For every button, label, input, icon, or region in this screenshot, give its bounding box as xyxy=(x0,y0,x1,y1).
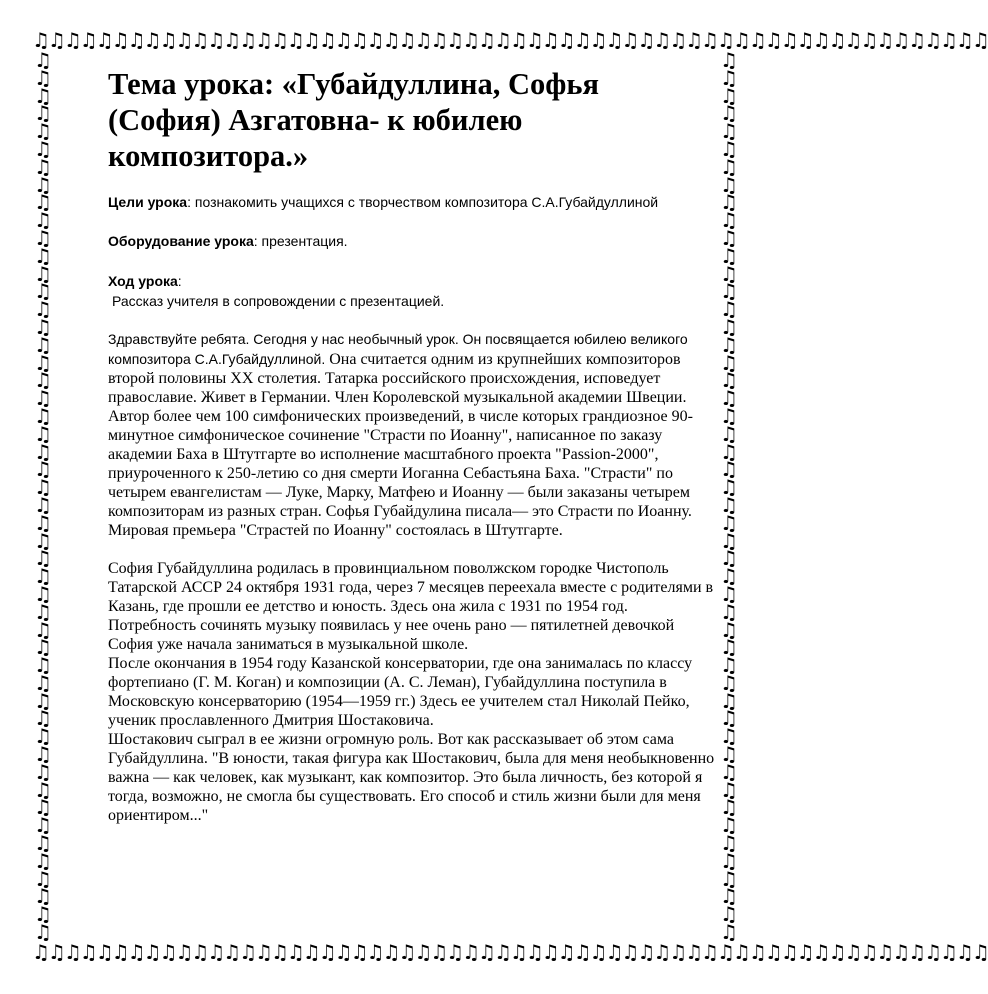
border-note-icon: ♫ xyxy=(34,475,52,500)
border-note-icon: ♫ xyxy=(34,510,52,535)
equipment-label: Оборудование урока xyxy=(108,233,254,249)
page-title: Тема урока: «Губайдуллина, Софья (София) Азгатовна- к юбилею композитора.» xyxy=(108,67,599,173)
goals-text: : познакомить учащихся с творчеством композитора С.А.Губайдуллиной xyxy=(187,194,659,210)
border-note-icon: ♫ xyxy=(34,688,52,713)
border-note-icon: ♫ xyxy=(720,492,738,517)
border-note-icon: ♫ xyxy=(34,635,52,660)
border-note-icon: ♫ xyxy=(34,724,52,749)
border-note-icon: ♫ xyxy=(720,101,738,126)
lesson-equipment xyxy=(108,231,718,251)
border-note-icon: ♫ xyxy=(720,510,738,535)
progress-suffix: : xyxy=(177,273,182,289)
border-top: ♫♫♫♫♫♫♫♫♫♫♫♫♫♫♫♫♫♫♫♫♫♫♫♫♫♫♫♫♫♫♫♫♫♫♫♫♫♫♫♫♫♫♫♫♫♫♫♫♫♫♫♫♫♫♫♫♫♫♫♫ xyxy=(32,28,988,52)
border-bottom: ♫♫♫♫♫♫♫♫♫♫♫♫♫♫♫♫♫♫♫♫♫♫♫♫♫♫♫♫♫♫♫♫♫♫♫♫♫♫♫♫♫♫♫♫♫♫♫♫♫♫♫♫♫♫♫♫♫♫♫♫ xyxy=(32,940,988,964)
border-note-icon: ♫ xyxy=(720,813,738,838)
border-note-icon: ♫ xyxy=(34,225,52,250)
border-note-icon: ♫ xyxy=(34,777,52,802)
border-note-icon: ♫ xyxy=(34,653,52,678)
border-note-icon: ♫ xyxy=(720,261,738,286)
border-note-icon: ♫ xyxy=(34,243,52,268)
border-note-icon: ♫ xyxy=(34,208,52,233)
progress-label: Ход урока xyxy=(108,273,178,289)
border-note-icon: ♫ xyxy=(720,759,738,784)
border-note-icon: ♫ xyxy=(34,902,52,927)
border-note-icon: ♫ xyxy=(34,297,52,322)
lesson-document xyxy=(108,66,718,825)
border-note-icon: ♫ xyxy=(720,83,738,108)
border-note-icon: ♫ xyxy=(720,457,738,482)
border-note-icon: ♫ xyxy=(720,724,738,749)
border-note-icon: ♫ xyxy=(34,314,52,339)
border-note-icon: ♫ xyxy=(720,243,738,268)
border-note-icon: ♫ xyxy=(34,83,52,108)
border-note-icon: ♫ xyxy=(720,742,738,767)
border-note-icon: ♫ xyxy=(720,688,738,713)
border-note-icon: ♫ xyxy=(720,332,738,357)
border-note-icon: ♫ xyxy=(34,154,52,179)
border-note-icon: ♫ xyxy=(720,528,738,553)
border-note-icon: ♫ xyxy=(34,172,52,197)
border-note-icon: ♫ xyxy=(720,884,738,909)
border-note-icon: ♫ xyxy=(720,617,738,642)
border-note-icon: ♫ xyxy=(34,848,52,873)
border-note-icon: ♫ xyxy=(34,332,52,357)
border-note-icon: ♫ xyxy=(34,795,52,820)
border-note-icon: ♫ xyxy=(34,617,52,642)
biography-paragraph-1: София Губайдуллина родилась в провинциальном поволжском городке Чистополь Татарской АССР 24 октября 1931 года, через 7 месяцев переехала вместе с родителями в Казань, где прошли ее детство и юность. Здесь она жила с 1931 по 1954 год. Потребность сочинять музыку появилась у нее очень рано — пятилетней девочкой София уже начала заниматься в музыкальной школе. xyxy=(108,560,714,653)
border-note-icon: ♫ xyxy=(720,136,738,161)
border-right xyxy=(718,48,740,945)
biography-paragraph-3: Шостакович сыграл в ее жизни огромную роль. Вот как рассказывает об этом сама Губайдуллина. "В юности, такая фигура как Шостакович, была для меня необыкновенно важна — как человек, как музыкант, как композитор. Это была личность, без которой я тогда, возможно, не смогла бы существовать. Его способ и стиль жизни были для меня ориентиром..." xyxy=(108,731,715,824)
lesson-goals xyxy=(108,192,718,212)
border-note-icon: ♫ xyxy=(720,172,738,197)
border-note-icon: ♫ xyxy=(720,848,738,873)
border-note-icon: ♫ xyxy=(34,65,52,90)
equipment-text: : презентация. xyxy=(253,233,348,249)
biography-paragraph-2: После окончания в 1954 году Казанской консерватории, где она занималась по классу фортепиано (Г. М. Коган) и композиции (А. С. Леман), Губайдуллина поступила в Московскую консерваторию (1954—1959 гг.) Здесь ее учителем стал Николай Пейко, ученик прославленного Дмитрия Шостаковича. xyxy=(108,655,693,729)
border-note-icon: ♫ xyxy=(34,403,52,428)
border-note-icon: ♫ xyxy=(720,386,738,411)
border-note-icon: ♫ xyxy=(720,564,738,589)
border-note-icon: ♫ xyxy=(720,314,738,339)
border-note-icon: ♫ xyxy=(34,599,52,624)
border-note-icon: ♫ xyxy=(720,368,738,393)
border-note-icon: ♫ xyxy=(720,866,738,891)
border-note-icon: ♫ xyxy=(34,439,52,464)
border-note-icon: ♫ xyxy=(720,475,738,500)
intro-body: Она считается одним из крупнейших композиторов второй половины XX столетия. Татарка российского происхождения, исповедует православие. Живет в Германии. Член Королевской музыкальной академии Швеции. Автор более чем 100 симфонических произведений, в числе которых грандиозное 90-минутное симфоническое сочинение "Страсти по Иоанну", написанное по заказу академии Баха в Штутгарте во исполнение масштабного проекта "Passion-2000", приуроченного к 250-летию со дня смерти Иоганна Себастьяна Баха. "Страсти" по четырем евангелистам — Луке, Марку, Матфею и Иоанну — были заказаны четырем композиторам из разных стран. Софья Губайдулина писала— это Страсти по Иоанну. Мировая премьера "Страстей по Иоанну" состоялась в Штутгарте. xyxy=(108,351,693,539)
border-note-icon: ♫ xyxy=(720,920,738,945)
border-note-icon: ♫ xyxy=(720,421,738,446)
border-note-icon: ♫ xyxy=(720,190,738,215)
border-note-icon: ♫ xyxy=(720,297,738,322)
intro-paragraph xyxy=(108,329,718,540)
border-note-icon: ♫ xyxy=(34,457,52,482)
border-note-icon: ♫ xyxy=(34,528,52,553)
border-note-icon: ♫ xyxy=(34,564,52,589)
intro-greeting: Здравствуйте ребята. Сегодня у нас необычный урок. Он посвящается юбилею великого композитора С.А.Губайдуллиной. xyxy=(108,331,688,367)
border-note-icon: ♫ xyxy=(720,581,738,606)
border-note-icon: ♫ xyxy=(34,190,52,215)
border-note-icon: ♫ xyxy=(34,101,52,126)
border-note-icon: ♫ xyxy=(34,492,52,517)
border-note-icon: ♫ xyxy=(720,670,738,695)
border-note-icon: ♫ xyxy=(34,742,52,767)
border-note-icon: ♫ xyxy=(34,920,52,945)
border-note-icon: ♫ xyxy=(720,208,738,233)
lesson-progress-lead: Рассказ учителя в сопровождении с презентацией. xyxy=(112,293,445,309)
border-note-icon: ♫ xyxy=(720,48,738,72)
border-note-icon: ♫ xyxy=(720,119,738,144)
border-note-icon: ♫ xyxy=(720,599,738,624)
border-note-icon: ♫ xyxy=(720,831,738,856)
border-note-icon: ♫ xyxy=(720,154,738,179)
border-left xyxy=(32,48,54,945)
border-note-icon: ♫ xyxy=(34,368,52,393)
border-note-icon: ♫ xyxy=(34,261,52,286)
border-note-icon: ♫ xyxy=(720,653,738,678)
border-note-icon: ♫ xyxy=(720,777,738,802)
border-note-icon: ♫ xyxy=(34,546,52,571)
goals-label: Цели урока xyxy=(108,194,188,210)
border-note-icon: ♫ xyxy=(720,350,738,375)
border-note-icon: ♫ xyxy=(720,403,738,428)
border-note-icon: ♫ xyxy=(720,225,738,250)
border-note-icon: ♫ xyxy=(34,136,52,161)
border-note-icon: ♫ xyxy=(720,439,738,464)
border-note-icon: ♫ xyxy=(34,866,52,891)
border-note-icon: ♫ xyxy=(34,421,52,446)
border-note-icon: ♫ xyxy=(720,65,738,90)
border-note-icon: ♫ xyxy=(34,670,52,695)
border-note-icon: ♫ xyxy=(34,119,52,144)
border-note-icon: ♫ xyxy=(34,831,52,856)
border-note-icon: ♫ xyxy=(34,813,52,838)
border-note-icon: ♫ xyxy=(720,635,738,660)
border-note-icon: ♫ xyxy=(720,902,738,927)
border-note-icon: ♫ xyxy=(720,279,738,304)
border-note-icon: ♫ xyxy=(720,795,738,820)
lesson-progress-heading xyxy=(108,271,718,291)
border-note-icon: ♫ xyxy=(34,706,52,731)
border-note-icon: ♫ xyxy=(720,706,738,731)
border-note-icon: ♫ xyxy=(34,48,52,72)
border-note-icon: ♫ xyxy=(34,350,52,375)
border-note-icon: ♫ xyxy=(34,884,52,909)
border-note-icon: ♫ xyxy=(34,759,52,784)
border-note-icon: ♫ xyxy=(34,279,52,304)
border-note-icon: ♫ xyxy=(34,386,52,411)
border-note-icon: ♫ xyxy=(720,546,738,571)
border-note-icon: ♫ xyxy=(34,581,52,606)
